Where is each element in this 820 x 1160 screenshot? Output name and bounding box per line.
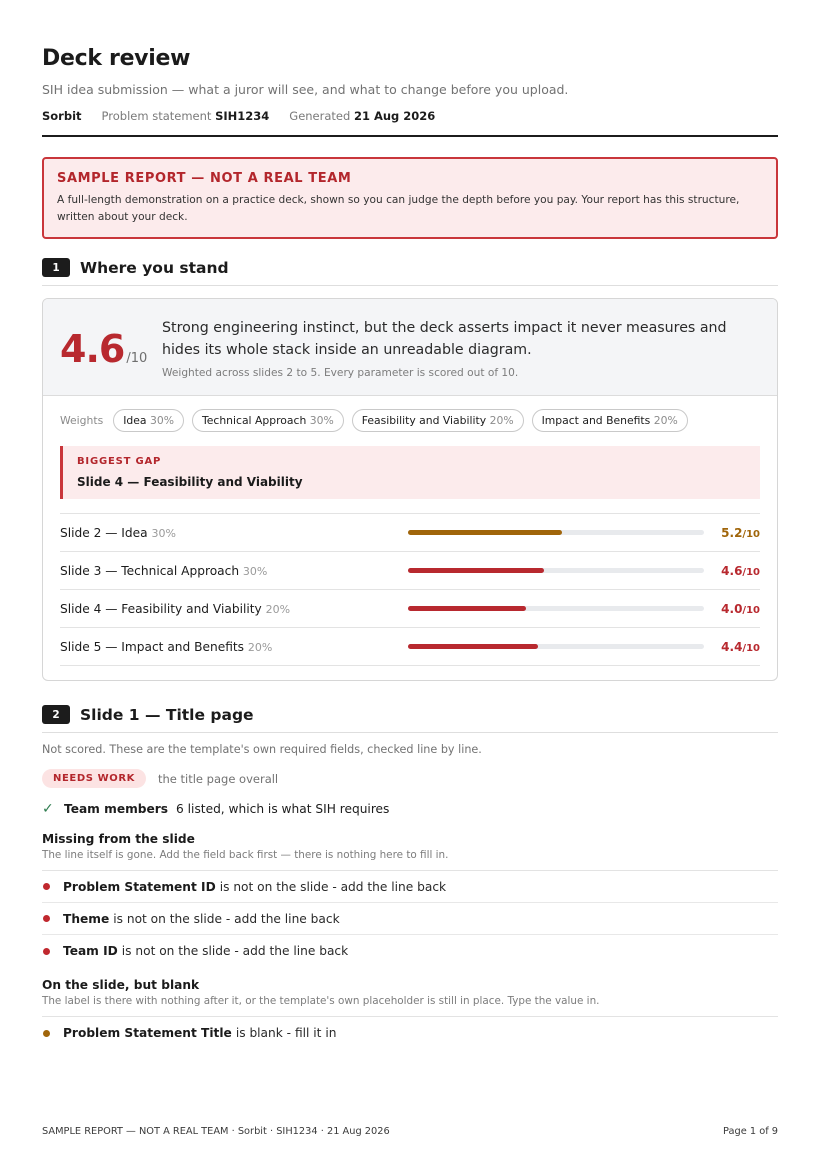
list-item <box>42 903 778 935</box>
score-denominator: /10 <box>742 604 760 616</box>
overall-score <box>60 317 162 379</box>
section-number: 1 <box>42 258 70 277</box>
weight-name: Technical Approach <box>201 414 307 427</box>
slide-score-bar-fill <box>408 644 538 649</box>
generated-date <box>289 109 435 123</box>
problem-statement <box>102 109 270 123</box>
slide-score-list <box>60 513 760 666</box>
section-intro: Not scored. These are the template's own required fields, checked line by line. <box>42 743 482 756</box>
report-meta <box>42 109 778 137</box>
list-item <box>42 871 778 903</box>
slide-name: Slide 2 — Idea <box>60 525 148 540</box>
weight-chip <box>113 409 184 432</box>
section-where-you-stand <box>42 258 778 681</box>
needs-work-badge: NEEDS WORK <box>42 769 146 788</box>
slide-score-bar-fill <box>408 606 526 611</box>
bullet-dot-icon <box>43 883 50 890</box>
field-status: is not on the slide - add the line back <box>219 879 447 894</box>
slide-score-label <box>60 564 408 578</box>
verdict <box>162 317 760 379</box>
page-footer <box>42 1126 778 1137</box>
slide-weight: 30% <box>242 564 268 578</box>
footer-left: SAMPLE REPORT — NOT A REAL TEAM · Sorbit · SIH1234 · 21 Aug 2026 <box>42 1126 390 1137</box>
score-summary <box>43 299 777 396</box>
weight-name: Idea <box>123 414 147 427</box>
score-number: 4.0 <box>721 601 743 616</box>
section-title: Where you stand <box>80 258 229 277</box>
weight-chip <box>532 409 688 432</box>
weight-pct: 20% <box>653 414 678 427</box>
slide-score-bar <box>408 568 704 573</box>
weight-name: Feasibility and Viability <box>361 414 487 427</box>
weight-chip <box>352 409 524 432</box>
score-number: 4.4 <box>721 639 743 654</box>
section-heading <box>42 705 778 733</box>
verdict-note: Weighted across slides 2 to 5. Every parameter is scored out of 10. <box>162 367 519 379</box>
weights-row <box>60 409 760 432</box>
overall-score-value: 4.6 <box>60 327 125 371</box>
section-heading <box>42 258 778 286</box>
sample-notice-text: A full-length demonstration on a practice deck, shown so you can judge the depth before you pay. Your report has this structure, written about your deck. <box>57 194 740 223</box>
blank-group-desc: The label is there with nothing after it, or the template's own placeholder is still in place. Type the value in. <box>42 995 778 1017</box>
slide-score-bar-fill <box>408 530 562 535</box>
score-card <box>42 298 778 681</box>
missing-list <box>42 871 778 967</box>
list-item <box>42 935 778 967</box>
weight-chip <box>192 409 344 432</box>
slide-score-value <box>721 526 760 540</box>
field-name: Theme <box>63 911 110 926</box>
slide-name: Slide 4 — Feasibility and Viability <box>60 601 262 616</box>
team-members-check <box>42 801 778 817</box>
field-status: is blank - fill it in <box>235 1026 337 1040</box>
check-text: 6 listed, which is what SIH requires <box>176 802 390 816</box>
slide-name: Slide 5 — Impact and Benefits <box>60 639 245 654</box>
blank-group-title: On the slide, but blank <box>42 978 200 992</box>
team-name: Sorbit <box>42 109 82 123</box>
verdict-text: Strong engineering instinct, but the deck asserts impact it never measures and hides its whole stack inside an unreadable diagram. <box>162 320 727 358</box>
status-line <box>42 769 778 788</box>
missing-group-desc: The line itself is gone. Add the field back first — there is nothing here to fill in. <box>42 849 778 871</box>
blank-list <box>42 1017 778 1049</box>
slide-weight: 30% <box>151 526 176 540</box>
slide-name: Slide 3 — Technical Approach <box>60 563 240 578</box>
list-item <box>42 1017 778 1049</box>
section-title: Slide 1 — Title page <box>80 705 254 724</box>
score-denominator: /10 <box>742 566 760 578</box>
field-name: Problem Statement Title <box>63 1026 232 1040</box>
slide-score-row <box>60 552 760 590</box>
problem-label: Problem statement <box>101 109 212 123</box>
status-description: the title page overall <box>158 771 279 786</box>
field-status: is not on the slide - add the line back <box>121 944 349 958</box>
weight-pct: 30% <box>309 414 334 427</box>
score-details <box>43 396 777 680</box>
slide-score-bar-fill <box>408 568 544 573</box>
section-title-page <box>42 705 778 1049</box>
problem-value: SIH1234 <box>215 109 270 123</box>
sample-notice-title: SAMPLE REPORT — NOT A REAL TEAM <box>57 171 352 186</box>
bullet-dot-icon <box>43 1030 50 1037</box>
generated-label: Generated <box>289 109 351 123</box>
biggest-gap-callout <box>60 446 760 499</box>
weight-pct: 20% <box>489 414 514 427</box>
biggest-gap-label: BIGGEST GAP <box>77 456 162 467</box>
page-number: Page 1 of 9 <box>723 1126 778 1137</box>
check-label: Team members <box>64 802 169 816</box>
field-status: is not on the slide - add the line back <box>113 911 340 926</box>
slide-score-label <box>60 602 408 616</box>
page-subtitle: SIH idea submission — what a juror will see, and what to change before you upload. <box>42 82 569 97</box>
weight-name: Impact and Benefits <box>541 414 651 427</box>
weights-label: Weights <box>60 414 104 427</box>
field-name: Problem Statement ID <box>63 879 216 894</box>
missing-group-title: Missing from the slide <box>42 832 195 846</box>
slide-score-row <box>60 628 760 666</box>
score-denominator: /10 <box>742 528 760 540</box>
bullet-dot-icon <box>43 948 50 955</box>
biggest-gap-value: Slide 4 — Feasibility and Viability <box>77 475 303 489</box>
slide-score-row <box>60 590 760 628</box>
field-name: Team ID <box>63 944 118 958</box>
report-page <box>42 46 778 1049</box>
slide-score-row <box>60 514 760 552</box>
bullet-dot-icon <box>43 915 50 922</box>
slide-score-label <box>60 526 408 540</box>
slide-score-bar <box>408 530 704 535</box>
slide-score-bar <box>408 606 704 611</box>
slide-weight: 20% <box>247 640 273 654</box>
sample-notice <box>42 157 778 239</box>
slide-score-value <box>721 640 760 654</box>
page-title: Deck review <box>42 46 191 71</box>
slide-score-value <box>721 564 760 578</box>
checkmark-icon: ✓ <box>42 801 54 817</box>
slide-weight: 20% <box>265 602 291 616</box>
generated-value: 21 Aug 2026 <box>353 109 436 123</box>
slide-score-label <box>60 640 408 654</box>
score-denominator: /10 <box>742 642 760 654</box>
score-number: 5.2 <box>721 525 743 540</box>
overall-score-denominator: /10 <box>126 351 148 366</box>
slide-score-bar <box>408 644 704 649</box>
weight-pct: 30% <box>149 414 174 427</box>
slide-score-value <box>721 602 760 616</box>
score-number: 4.6 <box>721 563 743 578</box>
section-number: 2 <box>42 705 70 724</box>
